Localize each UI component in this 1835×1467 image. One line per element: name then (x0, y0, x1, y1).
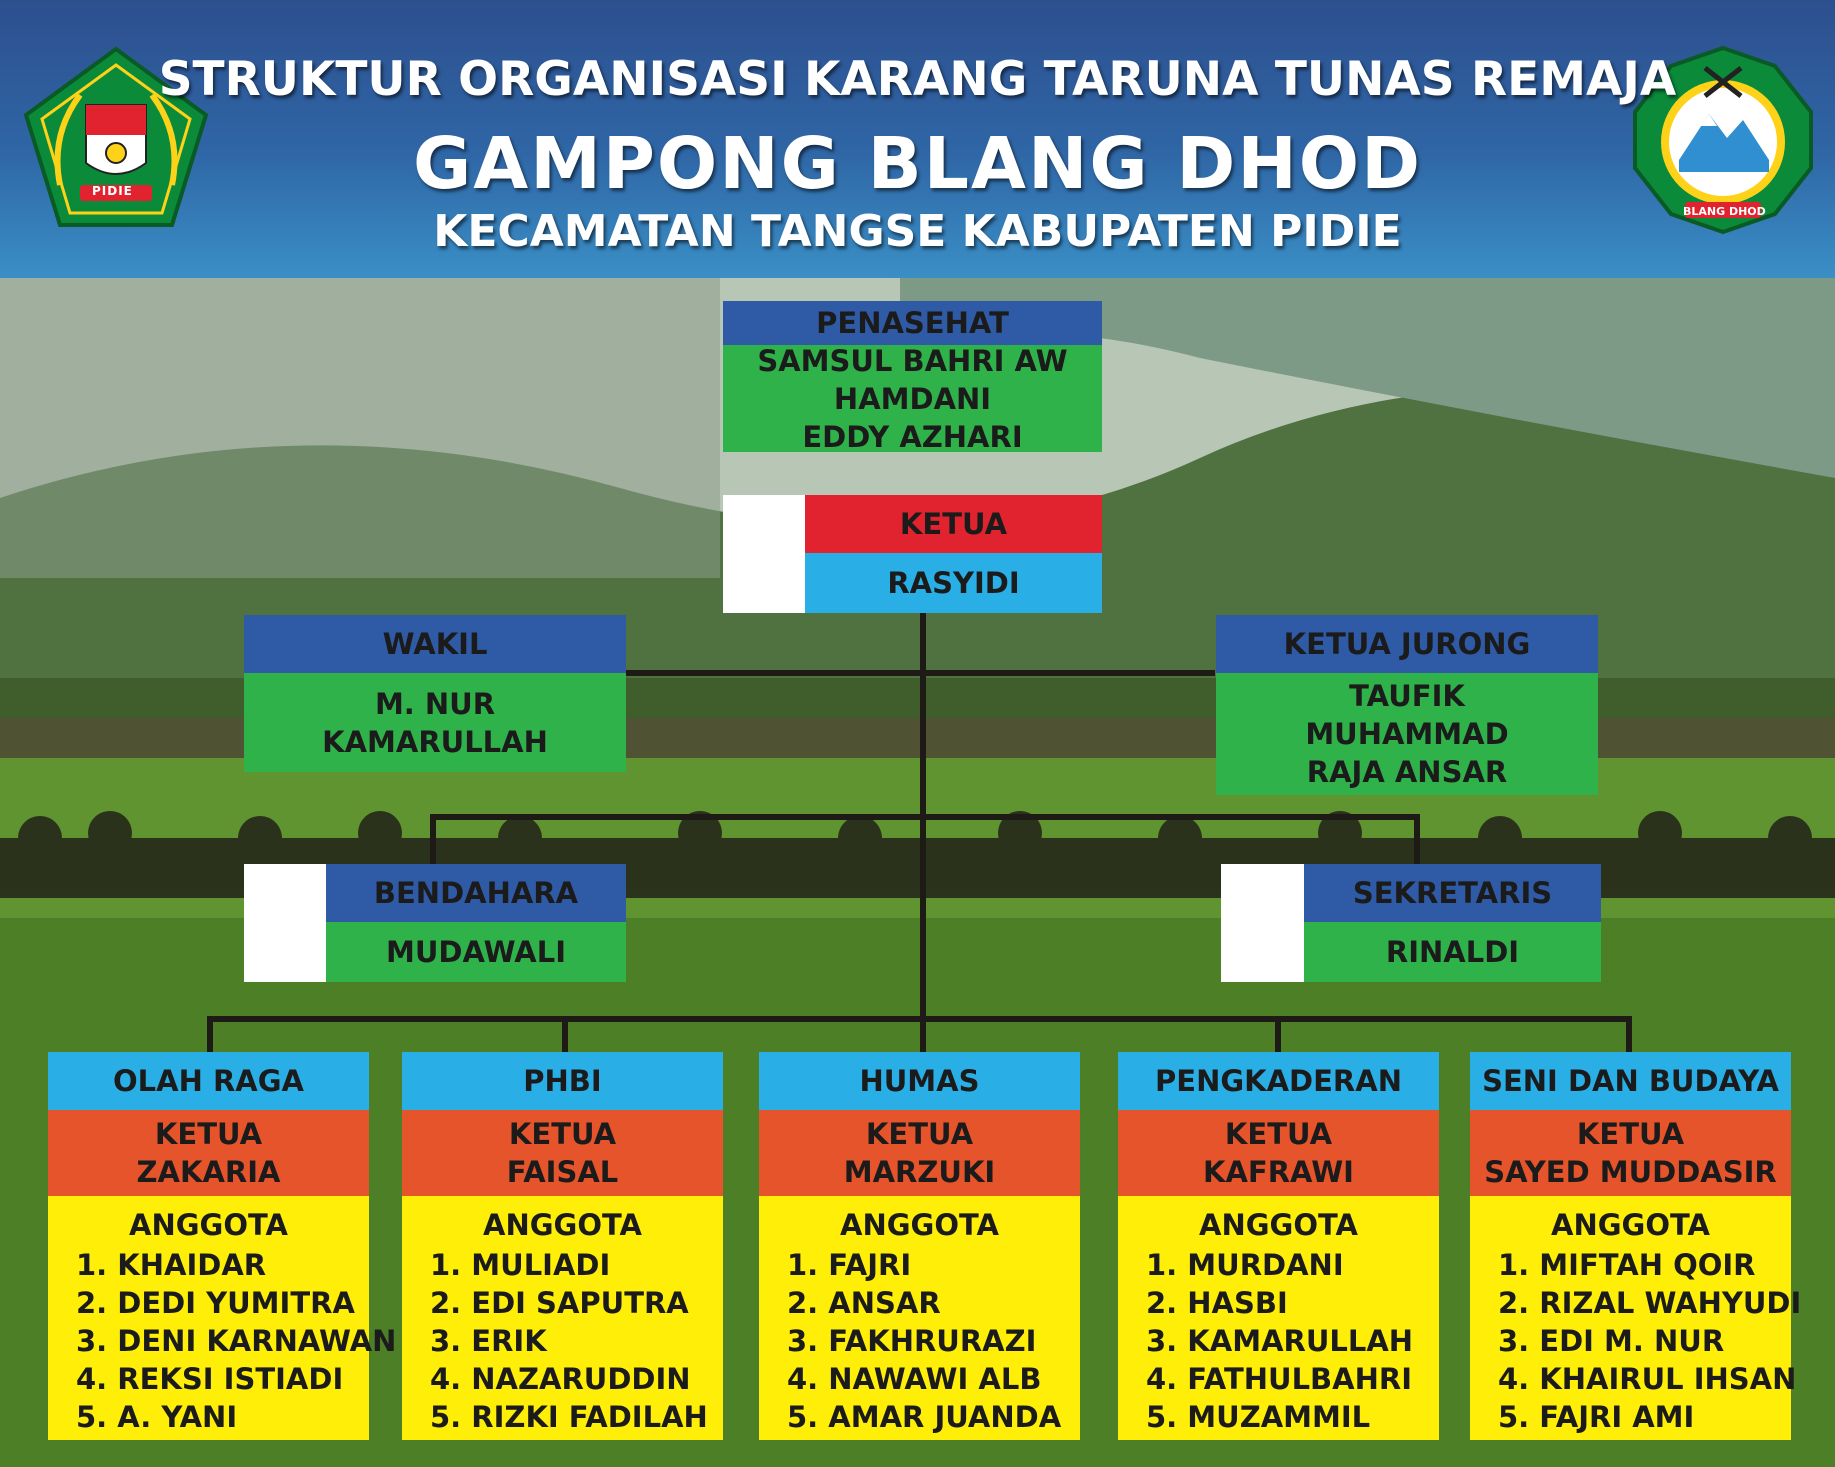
member-item: 3. DENI KARNAWAN (76, 1324, 397, 1358)
wakil-box (244, 615, 626, 772)
connector-div5 (1626, 1016, 1632, 1052)
division-title: SENI DAN BUDAYA (1470, 1052, 1791, 1110)
division-members (48, 1196, 397, 1440)
division-title: PENGKADERAN (1118, 1052, 1439, 1110)
member-item: 2. DEDI YUMITRA (76, 1286, 355, 1320)
member-item: 1. MURDANI (1146, 1248, 1344, 1282)
division-title: OLAH RAGA (48, 1052, 369, 1110)
connector-bendahara-drop (430, 814, 436, 866)
wakil-name: M. NUR (374, 686, 496, 721)
member-item: 2. HASBI (1146, 1286, 1288, 1320)
member-item: 4. FATHULBAHRI (1146, 1362, 1412, 1396)
member-item: 3. ERIK (430, 1324, 547, 1358)
bendahara-title: BENDAHARA (326, 864, 626, 922)
bendahara-box (244, 864, 626, 982)
division-members (1118, 1196, 1439, 1440)
wakil-title: WAKIL (244, 615, 626, 673)
division-chief-name: KAFRAWI (1203, 1155, 1354, 1189)
ketua-jurong-names (1216, 673, 1598, 795)
members-label: ANGGOTA (1199, 1208, 1358, 1242)
members-label: ANGGOTA (1551, 1208, 1710, 1242)
penasehat-name: SAMSUL BAHRI AW (757, 343, 1068, 378)
division-seni-dan-budaya (1470, 1052, 1802, 1440)
member-item: 5. A. YANI (76, 1400, 238, 1434)
division-chief-label: KETUA (865, 1117, 974, 1151)
sekretaris-name: RINALDI (1304, 922, 1601, 982)
blang-dhod-emblem-label: BLANG DHOD (1683, 205, 1766, 218)
org-structure-title: STRUKTUR ORGANISASI KARANG TARUNA TUNAS REMAJA (158, 52, 1677, 107)
division-members (402, 1196, 723, 1440)
division-chief (759, 1110, 1080, 1196)
member-item: 3. KAMARULLAH (1146, 1324, 1414, 1358)
division-chief (1470, 1110, 1791, 1196)
pidie-emblem-label: PIDIE (92, 184, 133, 198)
penasehat-name: HAMDANI (833, 381, 992, 416)
division-phbi (402, 1052, 723, 1440)
members-label: ANGGOTA (483, 1208, 642, 1242)
division-members (759, 1196, 1080, 1440)
ketua-jurong-box (1216, 615, 1598, 795)
member-item: 1. FAJRI (787, 1248, 912, 1282)
division-chief (48, 1110, 369, 1196)
member-item: 3. FAKHRURAZI (787, 1324, 1037, 1358)
division-chief-label: KETUA (1576, 1117, 1685, 1151)
connector-div3 (920, 1016, 926, 1052)
penasehat-box (723, 301, 1102, 452)
connector-div2 (562, 1016, 568, 1052)
wakil-name: KAMARULLAH (322, 724, 548, 759)
wakil-names (244, 673, 626, 772)
member-item: 4. NAZARUDDIN (430, 1362, 691, 1396)
ketua-jurong-title: KETUA JURONG (1216, 615, 1598, 673)
member-item: 2. EDI SAPUTRA (430, 1286, 689, 1320)
division-title: HUMAS (759, 1052, 1080, 1110)
connector-bendahara-sekretaris (430, 814, 1420, 820)
header-banner (0, 0, 1835, 278)
member-item: 1. MULIADI (430, 1248, 611, 1282)
member-item: 4. REKSI ISTIADI (76, 1362, 344, 1396)
penasehat-names (723, 345, 1102, 452)
connector-div1 (207, 1016, 213, 1052)
ketua-photo-placeholder (723, 495, 805, 613)
member-item: 5. FAJRI AMI (1498, 1400, 1695, 1434)
bendahara-photo-placeholder (244, 864, 326, 982)
member-item: 2. ANSAR (787, 1286, 941, 1320)
ketua-title: KETUA (805, 495, 1102, 553)
bendahara-name: MUDAWALI (326, 922, 626, 982)
member-item: 5. RIZKI FADILAH (430, 1400, 708, 1434)
ketua-jurong-name: MUHAMMAD (1305, 717, 1509, 751)
members-label: ANGGOTA (840, 1208, 999, 1242)
members-label: ANGGOTA (129, 1208, 288, 1242)
division-chief-name: SAYED MUDDASIR (1484, 1155, 1777, 1189)
division-chief-name: MARZUKI (843, 1155, 996, 1189)
division-members (1470, 1196, 1802, 1440)
member-item: 1. MIFTAH QOIR (1498, 1248, 1756, 1282)
member-item: 1. KHAIDAR (76, 1248, 267, 1282)
division-chief-name: ZAKARIA (136, 1155, 281, 1189)
division-chief-label: KETUA (154, 1117, 263, 1151)
sekretaris-box (1221, 864, 1601, 982)
ketua-name: RASYIDI (805, 553, 1102, 613)
ketua-jurong-name: TAUFIK (1349, 679, 1465, 713)
connector-wakil-jurong (535, 670, 1215, 676)
division-chief (1118, 1110, 1439, 1196)
sekretaris-photo-placeholder (1221, 864, 1304, 982)
division-chief (402, 1110, 723, 1196)
division-chief-label: KETUA (1224, 1117, 1333, 1151)
connector-div4 (1275, 1016, 1281, 1052)
village-title: GAMPONG BLANG DHOD (412, 122, 1423, 205)
penasehat-name: EDDY AZHARI (802, 419, 1023, 454)
member-item: 4. NAWAWI ALB (787, 1362, 1042, 1396)
division-chief-name: FAISAL (506, 1155, 619, 1189)
penasehat-title: PENASEHAT (723, 301, 1102, 345)
connector-sekretaris-drop (1414, 814, 1420, 866)
member-item: 3. EDI M. NUR (1498, 1324, 1725, 1358)
district-subtitle: KECAMATAN TANGSE KABUPATEN PIDIE (433, 206, 1402, 257)
ketua-jurong-name: RAJA ANSAR (1306, 755, 1508, 789)
division-humas (759, 1052, 1080, 1440)
division-chief-label: KETUA (508, 1117, 617, 1151)
sekretaris-title: SEKRETARIS (1304, 864, 1601, 922)
division-pengkaderan (1118, 1052, 1439, 1440)
division-title: PHBI (402, 1052, 723, 1110)
member-item: 5. MUZAMMIL (1146, 1400, 1371, 1434)
member-item: 5. AMAR JUANDA (787, 1400, 1062, 1434)
member-item: 2. RIZAL WAHYUDI (1498, 1286, 1802, 1320)
ketua-box (723, 495, 1102, 613)
member-item: 4. KHAIRUL IHSAN (1498, 1362, 1797, 1396)
division-olah-raga (48, 1052, 397, 1440)
